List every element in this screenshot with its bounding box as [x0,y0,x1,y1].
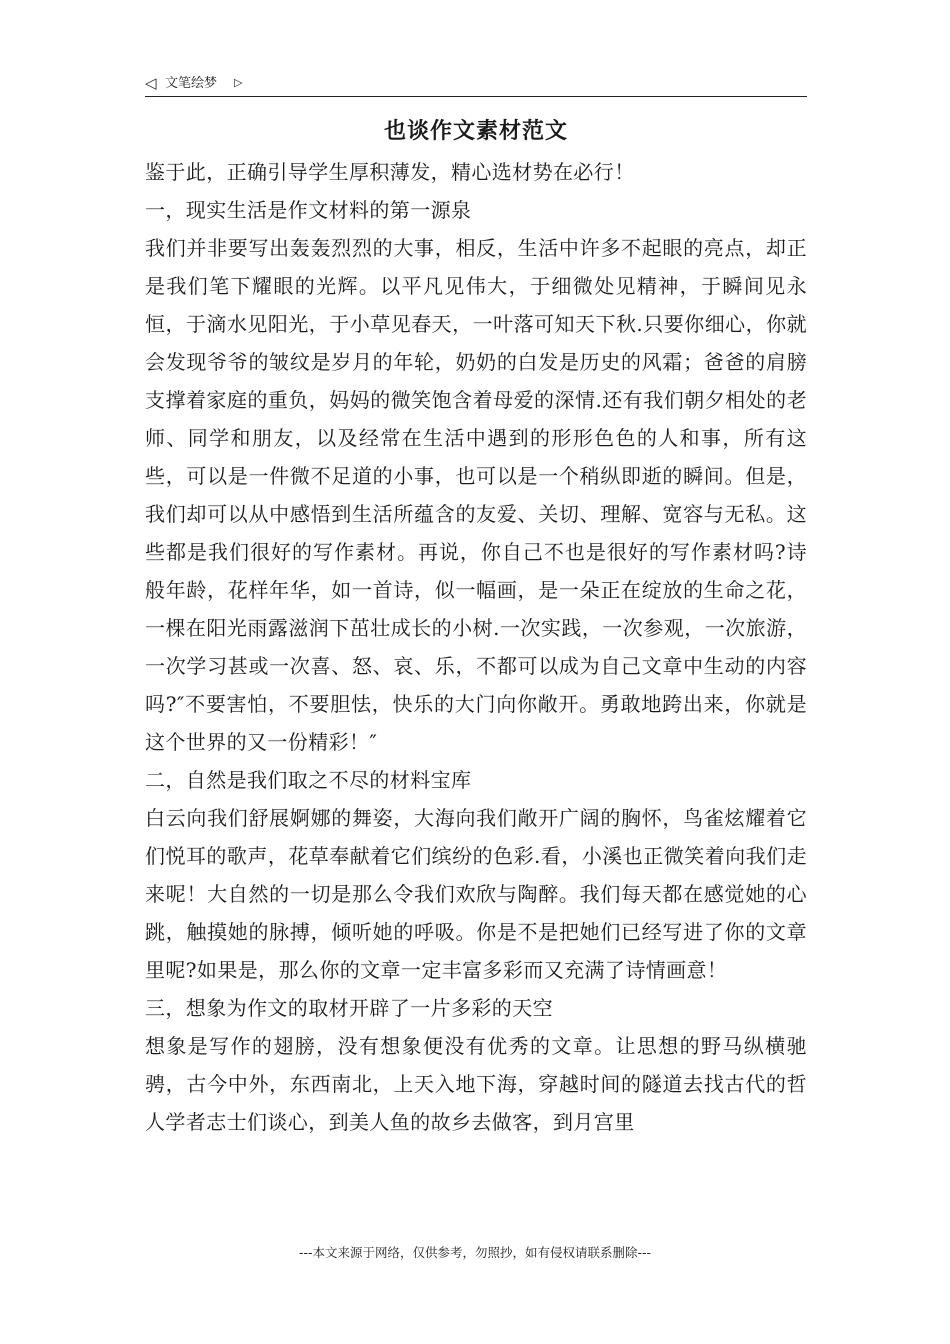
paragraph-section-3: 想象是写作的翅膀，没有想象便没有优秀的文章。让思想的野马纵横驰骋，古今中外，东西南北，上天入地下海，穿越时间的隧道去找古代的哲人学者志士们谈心，到美人鱼的故乡去做客，到月宫里 [145,1034,807,1134]
triangle-right-icon: ▷ [234,76,243,89]
paragraph-intro: 鉴于此，正确引导学生厚积薄发，精心选材势在必行！ [145,160,635,184]
section-heading-2: 二，自然是我们取之不尽的材料宝库 [145,768,472,792]
footer-notice: ---本文来源于网络，仅供参考，勿照抄，如有侵权请联系删除--- [298,1245,652,1260]
paragraph-section-2: 白云向我们舒展婀娜的舞姿，大海向我们敞开广阔的胸怀，鸟雀炫耀着它们悦耳的歌声，花草奉献着它们缤纷的色彩.看，小溪也正微笑着向我们走来呢！大自然的一切是那么令我们欢欣与陶醉。我们每天都在感觉她的心跳，触摸她的脉搏，倾听她的呼吸。你是不是把她们已经写进了你的文章里呢?如果是，那么你的文章一定丰富多彩而又充满了诗情画意！ [145,806,807,982]
paragraph-section-1: 我们并非要写出轰轰烈烈的大事，相反，生活中许多不起眼的亮点，却正是我们笔下耀眼的光辉。以平凡见伟大，于细微处见精神，于瞬间见永恒，于滴水见阳光，于小草见春天，一叶落可知天下秋.只要你细心，你就会发现爷爷的皱纹是岁月的年轮，奶奶的白发是历史的风霜；爸爸的肩膀支撑着家庭的重负，妈妈的微笑饱含着母爱的深情.还有我们朝夕相处的老师、同学和朋友，以及经常在生活中遇到的形形色色的人和事，所有这些，可以是一件微不足道的小事，也可以是一个稍纵即逝的瞬间。但是，我们却可以从中感悟到生活所蕴含的友爱、关切、理解、宽容与无私。这些都是我们很好的写作素材。再说，你自己不也是很好的写作素材吗?诗般年龄，花样年华，如一首诗，似一幅画，是一朵正在绽放的生命之花，一棵在阳光雨露滋润下茁壮成长的小树.一次实践，一次参观，一次旅游，一次学习甚或一次喜、怒、哀、乐，不都可以成为自己文章中生动的内容吗?″不要害怕，不要胆怯，快乐的大门向你敞开。勇敢地跨出来，你就是这个世界的又一份精彩！″ [145,236,807,754]
document-body [145,153,807,1141]
section-heading-1: 一，现实生活是作文材料的第一源泉 [145,198,472,222]
header-brand: 文笔绘梦 [165,76,218,91]
section-heading-3: 三，想象为作文的取材开辟了一片多彩的天空 [145,996,553,1020]
triangle-left-icon: ◁ [145,74,157,92]
document-title: 也谈作文素材范文 [383,118,568,144]
page-header [145,74,807,97]
